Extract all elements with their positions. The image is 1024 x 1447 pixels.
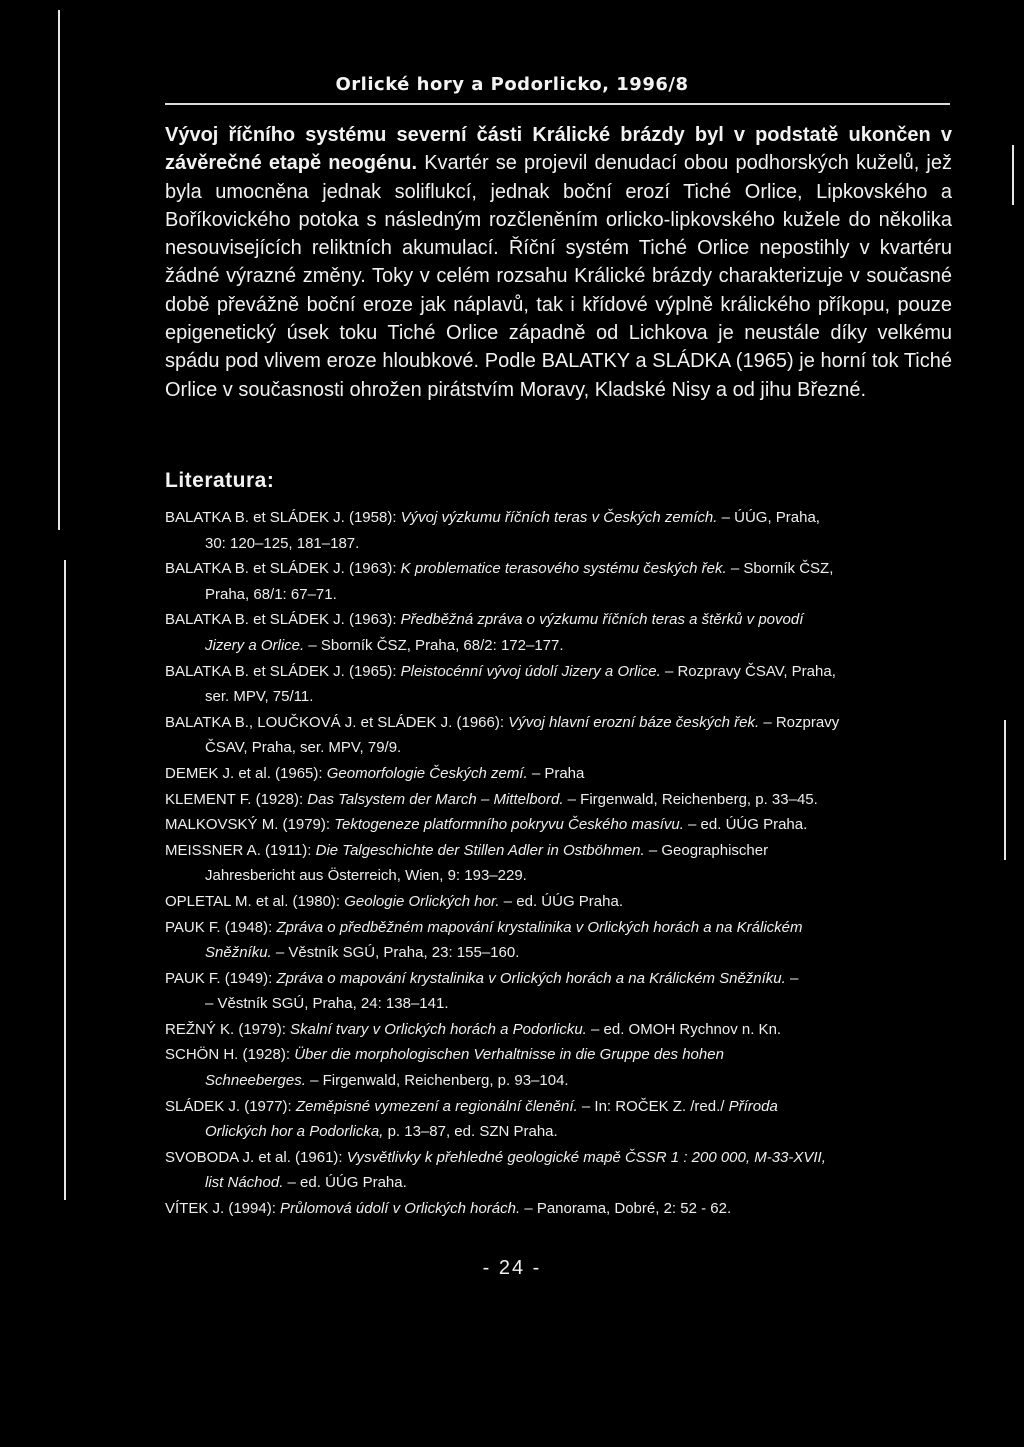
reference-source-continued: p. 13–87, ed. SZN Praha. bbox=[383, 1123, 558, 1141]
reference-title-continued: Orlických hor a Podorlicka, bbox=[205, 1123, 384, 1141]
reference-title-continued: Schneeberges. bbox=[205, 1072, 306, 1090]
reference-source: – Praha bbox=[527, 764, 585, 782]
reference-item bbox=[165, 1042, 955, 1093]
reference-item bbox=[165, 710, 955, 761]
scan-edge-line-right-lower bbox=[1004, 720, 1006, 860]
reference-title: Vývoj výzkumu říčních teras v Českých zemích. bbox=[400, 509, 718, 526]
reference-item bbox=[165, 556, 955, 607]
reference-title-continued: Sněžníku. bbox=[205, 944, 272, 962]
reference-author: KLEMENT F. (1928): bbox=[165, 790, 308, 808]
reference-item bbox=[165, 966, 955, 1017]
reference-source: – Rozpravy ČSAV, Praha, bbox=[660, 662, 836, 680]
reference-title: Vývoj hlavní erozní báze českých řek. bbox=[508, 713, 760, 731]
reference-author: BALATKA B. et SLÁDEK J. (1958): bbox=[165, 509, 401, 526]
reference-item bbox=[165, 787, 955, 813]
scan-edge-line-left-lower bbox=[64, 560, 66, 1200]
reference-source-continued: – Věstník SGÚ, Praha, 23: 155–160. bbox=[271, 944, 520, 962]
reference-author: PAUK F. (1948): bbox=[165, 918, 277, 936]
reference-source: – ed. ÚÚG Praha. bbox=[683, 816, 808, 834]
reference-author: BALATKA B., LOUČKOVÁ J. et SLÁDEK J. (1966): bbox=[165, 713, 509, 731]
reference-source: – Panorama, Dobré, 2: 52 - 62. bbox=[520, 1200, 732, 1218]
reference-title: Průlomová údolí v Orlických horách. bbox=[280, 1200, 521, 1218]
reference-title-continued: list Náchod. bbox=[205, 1174, 284, 1192]
reference-author: REŽNÝ K. (1979): bbox=[165, 1020, 291, 1038]
header-rule bbox=[165, 103, 950, 105]
reference-source-continued: Jahresbericht aus Österreich, Wien, 9: 193–229. bbox=[205, 867, 527, 885]
reference-title: Über die morphologischen Verhaltnisse in die Gruppe des hohen bbox=[294, 1046, 724, 1064]
reference-item bbox=[165, 1094, 955, 1145]
reference-source-continued: Praha, 68/1: 67–71. bbox=[205, 585, 337, 603]
reference-item bbox=[165, 607, 955, 658]
reference-source-title: Příroda bbox=[728, 1097, 778, 1115]
reference-source-continued: ser. MPV, 75/11. bbox=[205, 688, 314, 706]
reference-author: BALATKA B. et SLÁDEK J. (1965): bbox=[165, 662, 401, 680]
reference-author: MALKOVSKÝ M. (1979): bbox=[165, 816, 335, 834]
reference-title: Zpráva o předběžném mapování krystalinika v Orlických horách a na Králickém bbox=[276, 918, 803, 936]
reference-title: Geomorfologie Českých zemí. bbox=[326, 764, 528, 782]
reference-title: Zeměpisné vymezení a regionální členění. bbox=[295, 1097, 578, 1115]
reference-source: – In: ROČEK Z. /red./ bbox=[577, 1097, 729, 1115]
reference-item bbox=[165, 1196, 955, 1222]
reference-source: – Sborník ČSZ, bbox=[726, 560, 834, 578]
reference-source: – ÚÚG, Praha, bbox=[717, 509, 820, 526]
reference-source-continued: – Věstník SGÚ, Praha, 24: 138–141. bbox=[205, 995, 449, 1013]
reference-author: MEISSNER A. (1911): bbox=[165, 841, 316, 859]
reference-author: DEMEK J. et al. (1965): bbox=[165, 764, 327, 782]
reference-author: SVOBODA J. et al. (1961): bbox=[165, 1148, 347, 1166]
reference-source: – Geographischer bbox=[644, 841, 769, 859]
reference-title: K problematice terasového systému českých řek. bbox=[400, 560, 727, 578]
reference-title: Předběžná zpráva o výzkumu říčních teras a štěrků v povodí bbox=[400, 611, 804, 629]
reference-source: – bbox=[785, 969, 799, 987]
reference-author: PAUK F. (1949): bbox=[165, 969, 277, 987]
reference-author: BALATKA B. et SLÁDEK J. (1963): bbox=[165, 560, 401, 578]
reference-source-continued: ČSAV, Praha, ser. MPV, 79/9. bbox=[205, 739, 402, 757]
reference-author: SCHÖN H. (1928): bbox=[165, 1046, 295, 1064]
reference-item bbox=[165, 505, 955, 556]
reference-item bbox=[165, 838, 955, 889]
reference-item bbox=[165, 1145, 955, 1196]
scan-edge-line-right bbox=[1012, 145, 1014, 205]
reference-title: Pleistocénní vývoj údolí Jizery a Orlice. bbox=[400, 662, 661, 680]
reference-item bbox=[165, 1017, 955, 1043]
reference-source: – Rozpravy bbox=[759, 713, 840, 731]
reference-author: SLÁDEK J. (1977): bbox=[165, 1097, 296, 1115]
reference-item bbox=[165, 659, 955, 710]
reference-item bbox=[165, 761, 955, 787]
reference-source: – Firgenwald, Reichenberg, p. 33–45. bbox=[563, 790, 818, 808]
reference-source-continued: – Sborník ČSZ, Praha, 68/2: 172–177. bbox=[304, 636, 564, 654]
reference-item bbox=[165, 915, 955, 966]
reference-item bbox=[165, 889, 955, 915]
reference-item bbox=[165, 812, 955, 838]
reference-source-continued: – ed. ÚÚG Praha. bbox=[283, 1174, 407, 1192]
reference-title: Geologie Orlických hor. bbox=[344, 892, 500, 910]
reference-title: Das Talsystem der March – Mittelbord. bbox=[307, 790, 564, 808]
reference-title: Die Talgeschichte der Stillen Adler in Ostböhmen. bbox=[315, 841, 645, 859]
reference-source: – ed. OMOH Rychnov n. Kn. bbox=[586, 1020, 782, 1038]
lead-sentence: Vývoj říčního systému severní části Králické brázdy byl v podstatě ukončen v závěrečné etapě neogénu. bbox=[165, 124, 952, 175]
reference-source-continued: 30: 120–125, 181–187. bbox=[205, 534, 360, 552]
reference-title: Skalní tvary v Orlických horách a Podorlicku. bbox=[290, 1020, 587, 1038]
running-header: Orlické hory a Podorlicko, 1996/8 bbox=[335, 74, 689, 95]
reference-source-continued: – Firgenwald, Reichenberg, p. 93–104. bbox=[305, 1072, 569, 1090]
reference-source: – ed. ÚÚG Praha. bbox=[499, 892, 623, 910]
reference-title: Zpráva o mapování krystalinika v Orlických horách a na Králickém Sněžníku. bbox=[276, 969, 786, 987]
body-text-content: Kvartér se projevil denudací obou podhorských kuželů, jež byla umocněna jednak soliflukcí, jednak boční erozí Tiché Orlice, Lipkovského a Boříkovického potoka s následným rozčleněním orlicko-lipkovského kužele do několika nesouvisejících reliktních akumulací. Říční systém Tiché Orlice nepostihly v kvartéru žádné výrazné změny. Toky v celém rozsahu Králické brázdy charakterizuje v současné době převážně boční eroze jak náplavů, tak i křídové výplně králického příkopu, pouze epigenetický úsek toku Tiché Orlice západně od Lichkova je neustále díky velkému spádu pod vlivem eroze hloubkové. Podle BALATKY a SLÁDKA (1965) je horní tok Tiché Orlice v současnosti ohrožen pirátstvím Moravy, Kladské Nisy a od jihu Březné. bbox=[165, 152, 953, 401]
reference-author: OPLETAL M. et al. (1980): bbox=[165, 892, 345, 910]
reference-title: Tektogeneze platformního pokryvu Českého masívu. bbox=[334, 816, 684, 834]
reference-title: Vysvětlivky k přehledné geologické mapě ČSSR 1 : 200 000, M-33-XVII, bbox=[346, 1148, 826, 1166]
reference-list bbox=[165, 505, 955, 1222]
reference-title-continued: Jizery a Orlice. bbox=[205, 636, 305, 654]
page-number: - 24 - bbox=[482, 1257, 542, 1279]
reference-author: BALATKA B. et SLÁDEK J. (1963): bbox=[165, 611, 401, 629]
literature-heading: Literatura: bbox=[165, 469, 275, 492]
reference-author: VÍTEK J. (1994): bbox=[165, 1200, 281, 1218]
body-paragraph bbox=[165, 121, 952, 404]
